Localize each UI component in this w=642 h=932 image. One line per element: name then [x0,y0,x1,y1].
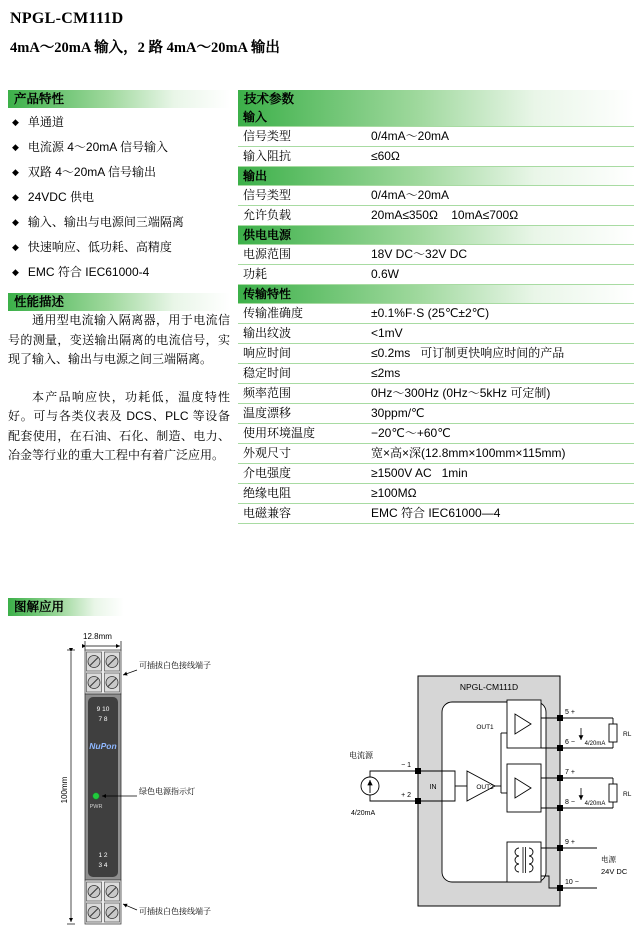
spec-label: 输出纹波 [243,326,292,340]
feature-item [8,110,230,135]
spec-label: 允许负载 [243,208,292,222]
terminal-10-label: 10 − [565,879,579,886]
table-row [238,484,634,504]
spec-value: ±0.1%F·S (25℃±2℃) [371,306,490,320]
page-subtitle: 4mA～20mA 输入，2 路 4mA～20mA 输出 [10,40,280,56]
spec-value: ≥100MΩ [371,486,417,500]
top-terminal-block [85,650,121,694]
feature-text: ◆ 双路 4～20mA 信号输出 [27,165,156,179]
table-row [238,464,634,484]
terminal-9-label: 9 + [565,839,575,846]
led-label: PWR [89,804,103,810]
spec-value: 30ppm/℃ [371,406,425,420]
out2-signal-label: 4/20mA [584,801,606,807]
spec-value: 宽×高×深(12.8mm×100mm×115mm) [371,446,566,460]
table-row [238,147,634,167]
table-row [238,504,634,524]
device-drawing [55,630,285,930]
table-row [238,364,634,384]
table-row [238,424,634,444]
callout-bottom-terminal: 可插拔白色接线端子 [139,907,211,916]
section-header-tech-params: 技术参数 [238,90,634,108]
performance-description [8,311,230,484]
table-row [238,404,634,424]
brand-logo: NuPon [89,741,117,751]
terminal-8 [557,805,563,811]
spec-value: 20mA≤350Ω 10mA≤700Ω [371,208,519,222]
spec-label: 传输准确度 [243,306,304,320]
section-header-product-features: 产品特性 [8,90,230,108]
spec-label: 外观尺寸 [243,446,292,460]
load-resistor-1 [609,724,617,742]
power-label-line1: 电源 [601,855,616,864]
spec-label: 信号类型 [243,188,292,202]
out2-block [507,764,541,812]
spec-label: 介电强度 [243,466,292,480]
out1-signal-label: 4/20mA [584,741,606,747]
callout-led: 绿色电源指示灯 [139,787,195,796]
feature-item [8,260,230,285]
spec-label: 绝缘电阻 [243,486,292,500]
out2-label: OUT2 [476,784,494,791]
table-row [238,384,634,404]
table-row [238,186,634,206]
feature-text: ◆ 快速响应、低功耗、高精度 [27,240,172,254]
spec-value: ≤2ms [371,366,401,380]
feature-text: ◆ 输入、输出与电源间三端隔离 [27,215,184,229]
spec-label: 频率范围 [243,386,292,400]
device-body [85,694,121,880]
feature-list [8,110,230,285]
bottom-terminal-numbers-1: 1 2 [98,852,108,859]
spec-label: 稳定时间 [243,366,292,380]
spec-section-transmission: 传输特性 [238,285,634,304]
bottom-terminal-numbers-2: 3 4 [98,862,108,869]
spec-label: 温度漂移 [243,406,292,420]
rl1-label: RL [623,731,632,738]
top-terminal-numbers-1: 9 10 [96,706,110,713]
spec-label: 电源范围 [243,247,292,261]
performance-paragraph: 本产品响应快，功耗低，温度特性好。可与各类仪表及 DCS、PLC 等设备配套使用，在石油、石化、制造、电力、冶金等行业的重大工程中有着广泛应用。 [8,389,230,462]
spec-value: <1mV [371,326,403,340]
terminal-7 [557,775,563,781]
feature-item [8,160,230,185]
spec-value: 18V DC～32V DC [371,247,468,261]
feature-item [8,185,230,210]
terminal-7-label: 7 + [565,769,575,776]
rl2-label: RL [623,791,632,798]
out1-label: OUT1 [476,724,494,731]
feature-item [8,135,230,160]
device-height-label: 100mm [60,776,69,804]
device-width-label: 12.8mm [83,632,112,641]
terminal-1 [415,768,421,774]
terminal-10 [557,885,563,891]
spec-section-power: 供电电源 [238,226,634,245]
section-header-application: 图解应用 [8,598,124,616]
spec-section-output: 输出 [238,167,634,186]
table-row [238,344,634,364]
spec-value: 0Hz～300Hz (0Hz～5kHz 可定制) [371,386,551,400]
spec-value: −20℃～+60℃ [371,426,451,440]
terminal-9 [557,845,563,851]
spec-value: EMC 符合 IEC61000—4 [371,506,501,520]
out1-block [507,700,541,748]
spec-value: ≤60Ω [371,149,400,163]
feature-item [8,210,230,235]
table-row [238,265,634,285]
terminal-2 [415,798,421,804]
bottom-terminal-block [85,880,121,924]
power-led [93,793,99,799]
table-row [238,245,634,265]
table-row [238,304,634,324]
spec-section-input: 输入 [238,108,634,127]
feature-text: ◆ EMC 符合 IEC61000-4 [27,265,150,279]
in-label: IN [429,784,437,791]
spec-label: 信号类型 [243,129,292,143]
spec-label: 使用环境温度 [243,426,316,440]
spec-label: 电磁兼容 [243,506,292,520]
performance-paragraph: 通用型电流输入隔离器，用于电流信号的测量，变送输出隔离的电流信号，实现了输入、输出与电源之间三端隔离。 [8,313,230,366]
terminal-5-label: 5 + [565,709,575,716]
transformer-block [507,842,541,882]
table-row [238,324,634,344]
feature-text: ◆ 单通道 [27,115,64,129]
spec-label: 功耗 [243,267,268,281]
spec-value: ≥1500V AC 1min [371,466,468,480]
top-terminal-numbers-2: 7 8 [98,716,108,723]
table-row [238,444,634,464]
feature-text: ◆ 电流源 4～20mA 信号输入 [27,140,168,154]
spec-label: 响应时间 [243,346,292,360]
callout-top-terminal: 可插拔白色接线端子 [139,661,211,670]
terminal-6-label: 6 − [565,739,575,746]
spec-value: 0/4mA～20mA [371,188,450,202]
terminal-5 [557,715,563,721]
section-header-performance: 性能描述 [8,293,230,311]
wiring-schematic [345,650,642,925]
current-source-label: 电流源 [349,751,373,760]
table-row [238,206,634,226]
spec-value: ≤0.2ms 可订制更快响应时间的产品 [371,346,565,360]
feature-item [8,235,230,260]
terminal-6 [557,745,563,751]
table-row [238,127,634,147]
terminal-2-label: + 2 [401,792,411,799]
spec-value: 0.6W [371,267,400,281]
terminal-1-label: − 1 [401,762,411,769]
spec-label: 输入阻抗 [243,149,292,163]
input-signal-label: 4/20mA [351,810,376,817]
page-title: NPGL-CM111D [10,10,124,27]
power-label-line2: 24V DC [601,867,628,876]
spec-table [238,108,634,524]
spec-value: 0/4mA～20mA [371,129,450,143]
terminal-8-label: 8 − [565,799,575,806]
feature-text: ◆ 24VDC 供电 [27,190,94,204]
module-title: NPGL-CM111D [459,682,519,692]
load-resistor-2 [609,784,617,802]
